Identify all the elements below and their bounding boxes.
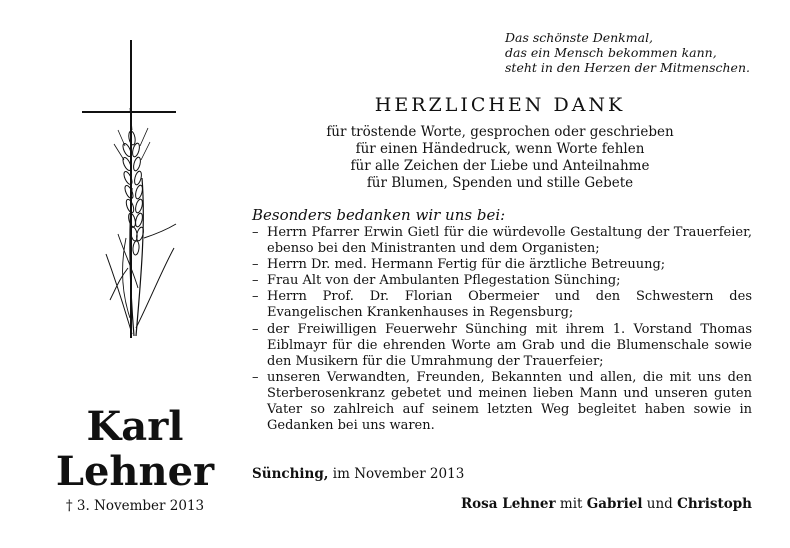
list-item-text: Herrn Prof. Dr. Florian Obermeier und den Schwestern des Evangelischen Krankenhauses in Regensburg; bbox=[267, 289, 752, 321]
signature-connector: und bbox=[642, 496, 678, 512]
list-item bbox=[252, 322, 752, 370]
signature-name-rosa: Rosa Lehner bbox=[460, 496, 556, 512]
list-item-text: Herrn Dr. med. Hermann Fertig für die ärztliche Betreuung; bbox=[267, 257, 666, 273]
signature-name-christoph: Christoph bbox=[677, 496, 752, 512]
page-title: HERZLICHEN DANK bbox=[374, 94, 626, 116]
signature bbox=[461, 496, 752, 512]
thanks-list bbox=[252, 225, 752, 434]
motto-line: das ein Mensch bekommen kann, bbox=[505, 45, 717, 60]
list-dash: – bbox=[252, 289, 259, 305]
thanks-heading: Besonders bedanken wir uns bei: bbox=[252, 206, 506, 224]
place-date bbox=[252, 466, 464, 482]
place-town: Sünching, bbox=[252, 466, 329, 482]
list-item bbox=[252, 289, 752, 321]
list-item-text: unseren Verwandten, Freunden, Bekannten und allen, die mit uns den Sterberosenkranz gebetet und meinen lieben Mann und unseren guten Vater so zahlreich auf seinem letzten Weg begleitet haben sowie in Gedanken bei uns waren. bbox=[267, 369, 752, 434]
motto-line: steht in den Herzen der Mitmenschen. bbox=[505, 60, 750, 75]
intro-line: für Blumen, Spenden und stille Gebete bbox=[366, 175, 634, 191]
list-item-text: Frau Alt von der Ambulanten Pflegestation Sünching; bbox=[267, 273, 621, 289]
intro-line: für einen Händedruck, wenn Worte fehlen bbox=[355, 141, 645, 157]
deceased-last-name: Lehner bbox=[55, 448, 215, 495]
motto-quote bbox=[505, 30, 775, 75]
list-dash: – bbox=[252, 257, 259, 273]
intro-lines bbox=[290, 124, 710, 192]
list-item-text: der Freiwilligen Feuerwehr Sünching mit ihrem 1. Vorstand Thomas Eiblmayr für die ehrenden Worte am Grab und die Blumenschale sowie den Musikern für die Umrahmung der Trauerfeier; bbox=[267, 321, 752, 369]
list-dash: – bbox=[252, 273, 259, 289]
cross-with-wheat-icon bbox=[70, 38, 200, 338]
intro-line: für alle Zeichen der Liebe und Anteilnahme bbox=[350, 158, 650, 174]
list-item bbox=[252, 370, 752, 434]
signature-name-gabriel: Gabriel bbox=[586, 496, 643, 512]
death-date: † 3. November 2013 bbox=[65, 498, 205, 514]
intro-line: für tröstende Worte, gesprochen oder geschrieben bbox=[326, 124, 674, 140]
deceased-first-name: Karl bbox=[86, 403, 184, 450]
list-dash: – bbox=[252, 225, 259, 240]
list-dash: – bbox=[252, 321, 259, 337]
motto-line: Das schönste Denkmal, bbox=[505, 30, 654, 45]
list-item bbox=[252, 257, 752, 273]
signature-connector: mit bbox=[555, 496, 587, 512]
list-item-text: Herrn Pfarrer Erwin Gietl für die würdevolle Gestaltung der Trauerfeier, ebenso bei den Ministranten und dem Organisten; bbox=[267, 225, 752, 257]
list-dash: – bbox=[252, 369, 259, 385]
list-item bbox=[252, 273, 752, 289]
list-item bbox=[252, 225, 752, 257]
place-month: im November 2013 bbox=[328, 466, 465, 482]
